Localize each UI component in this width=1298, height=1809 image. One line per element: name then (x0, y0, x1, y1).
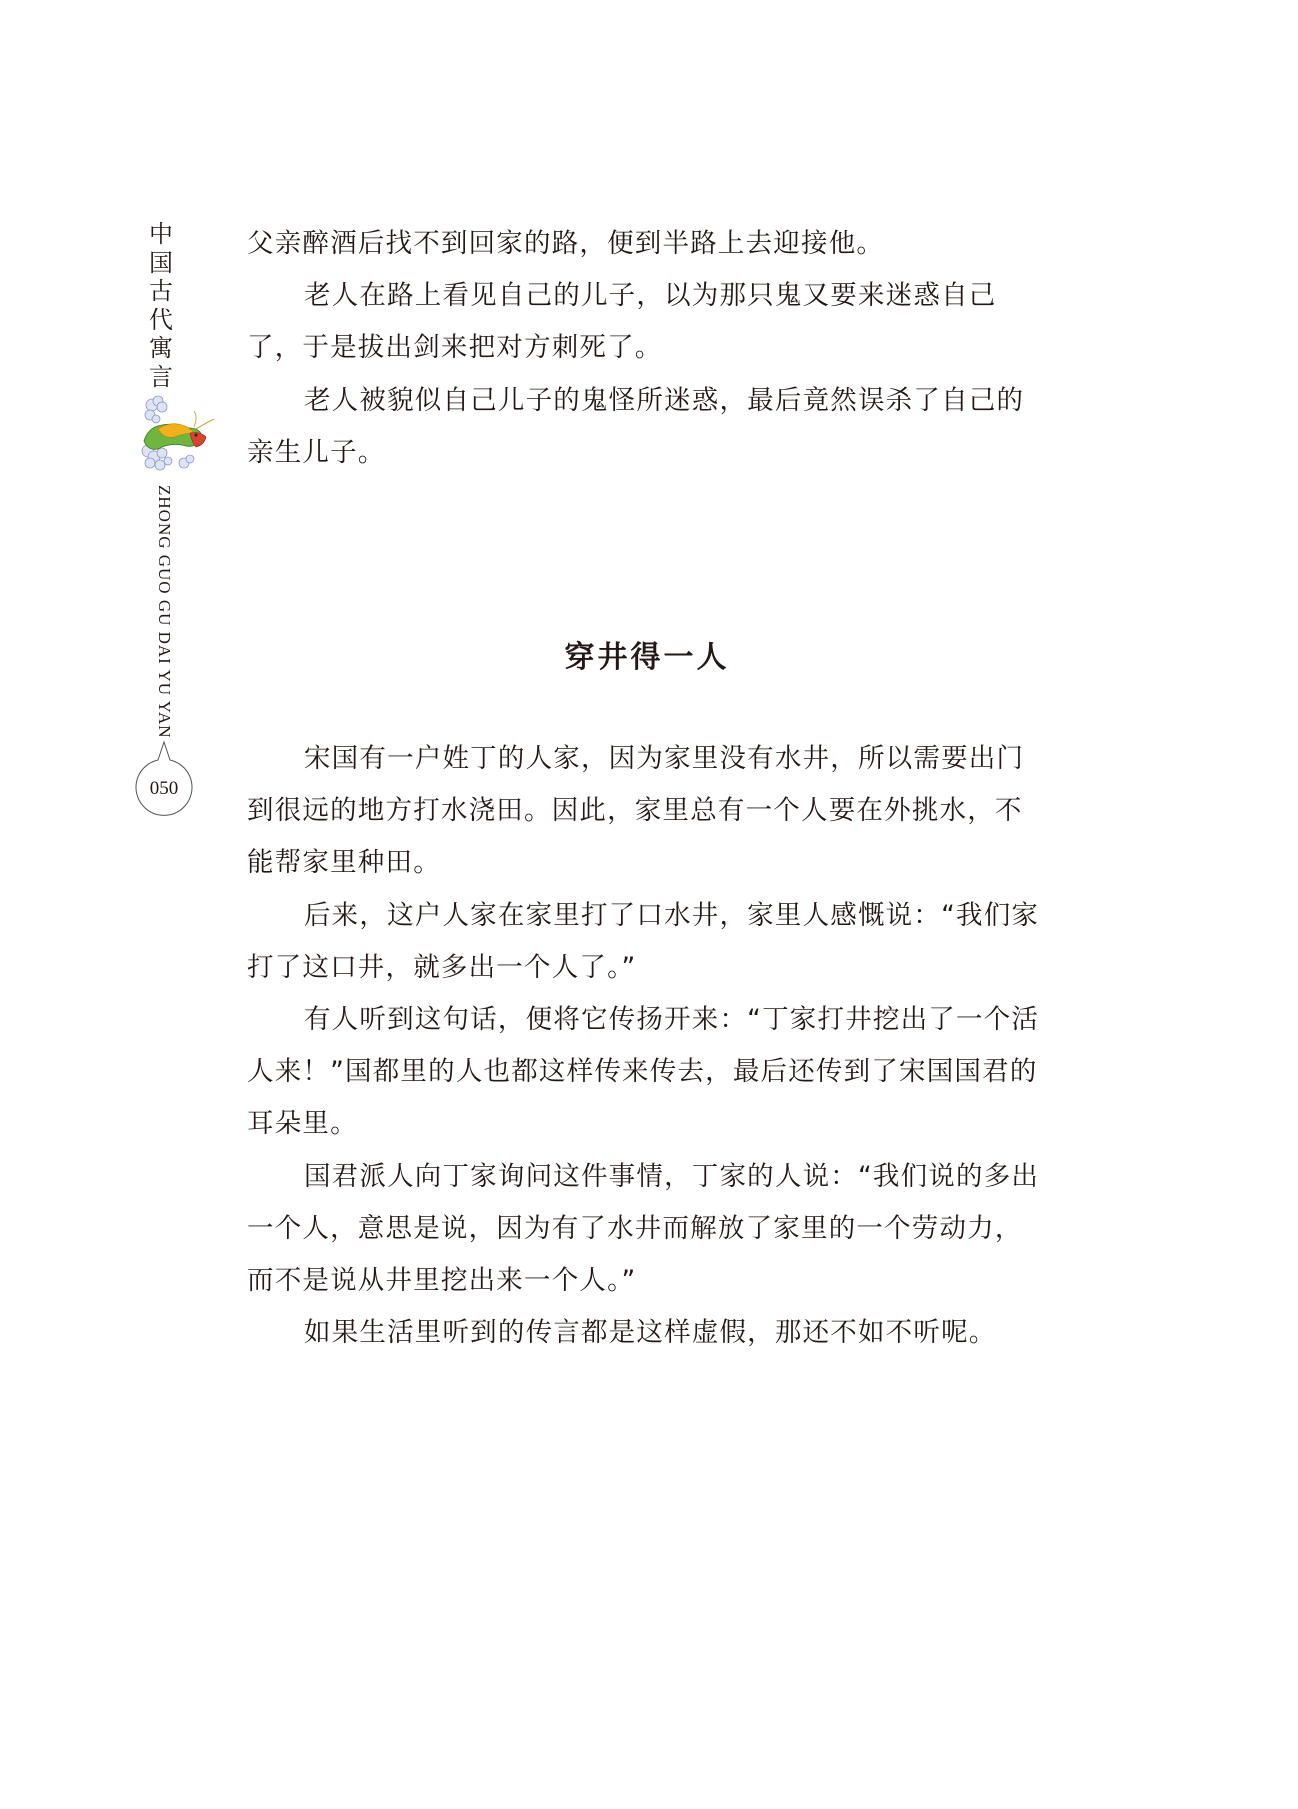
story-text (247, 733, 1047, 1359)
paragraph: 父亲醉酒后找不到回家的路，便到半路上去迎接他。 (247, 228, 885, 259)
paragraph: 如果生活里听到的传言都是这样虚假，那还不如不听呢。 (303, 1317, 997, 1349)
paragraph: 有人听到这句话，便将它传扬开来：“丁家打井挖出了一个活人来！”国都里的人也都这样传来传去，最后还传到了宋国国君的耳朵里。 (247, 1004, 1040, 1140)
paragraph: 国君派人向丁家询问这件事情，丁家的人说：“我们说的多出一个人，意思是说，因为有了水井而解放了家里的一个劳动力，而不是说从井里挖出来一个人。” (247, 1160, 1040, 1297)
paragraph: 宋国有一户姓丁的人家，因为家里没有水井，所以需要出门到很远的地方打水浇田。因此，家里总有一个人要在外挑水，不能帮家里种田。 (247, 743, 1025, 879)
paragraph: 老人被貌似自己儿子的鬼怪所迷惑，最后竟然误杀了自己的亲生儿子。 (247, 384, 1025, 468)
previous-story-text (247, 218, 1047, 479)
dragon-icon (138, 393, 218, 473)
story-title: 穿井得一人 (564, 640, 730, 675)
page-number: 050 (149, 778, 179, 799)
book-title-vertical (148, 220, 174, 391)
book-title-char: 古 (149, 277, 173, 305)
book-title-pinyin: ZHONG GUO GU DAI YU YAN (155, 485, 174, 739)
book-title-char: 中 (149, 220, 173, 248)
book-title-char: 言 (149, 362, 173, 391)
page-number-badge (131, 740, 197, 820)
book-title-char: 国 (149, 248, 173, 277)
paragraph: 老人在路上看见自己的儿子，以为那只鬼又要来迷惑自己了，于是拔出剑来把对方刺死了。 (247, 280, 997, 364)
book-title-char: 寓 (149, 334, 173, 362)
book-title-char: 代 (149, 305, 173, 334)
paragraph: 后来，这户人家在家里打了口水井，家里人感慨说：“我们家打了这口井，就多出一个人了。” (247, 899, 1040, 983)
